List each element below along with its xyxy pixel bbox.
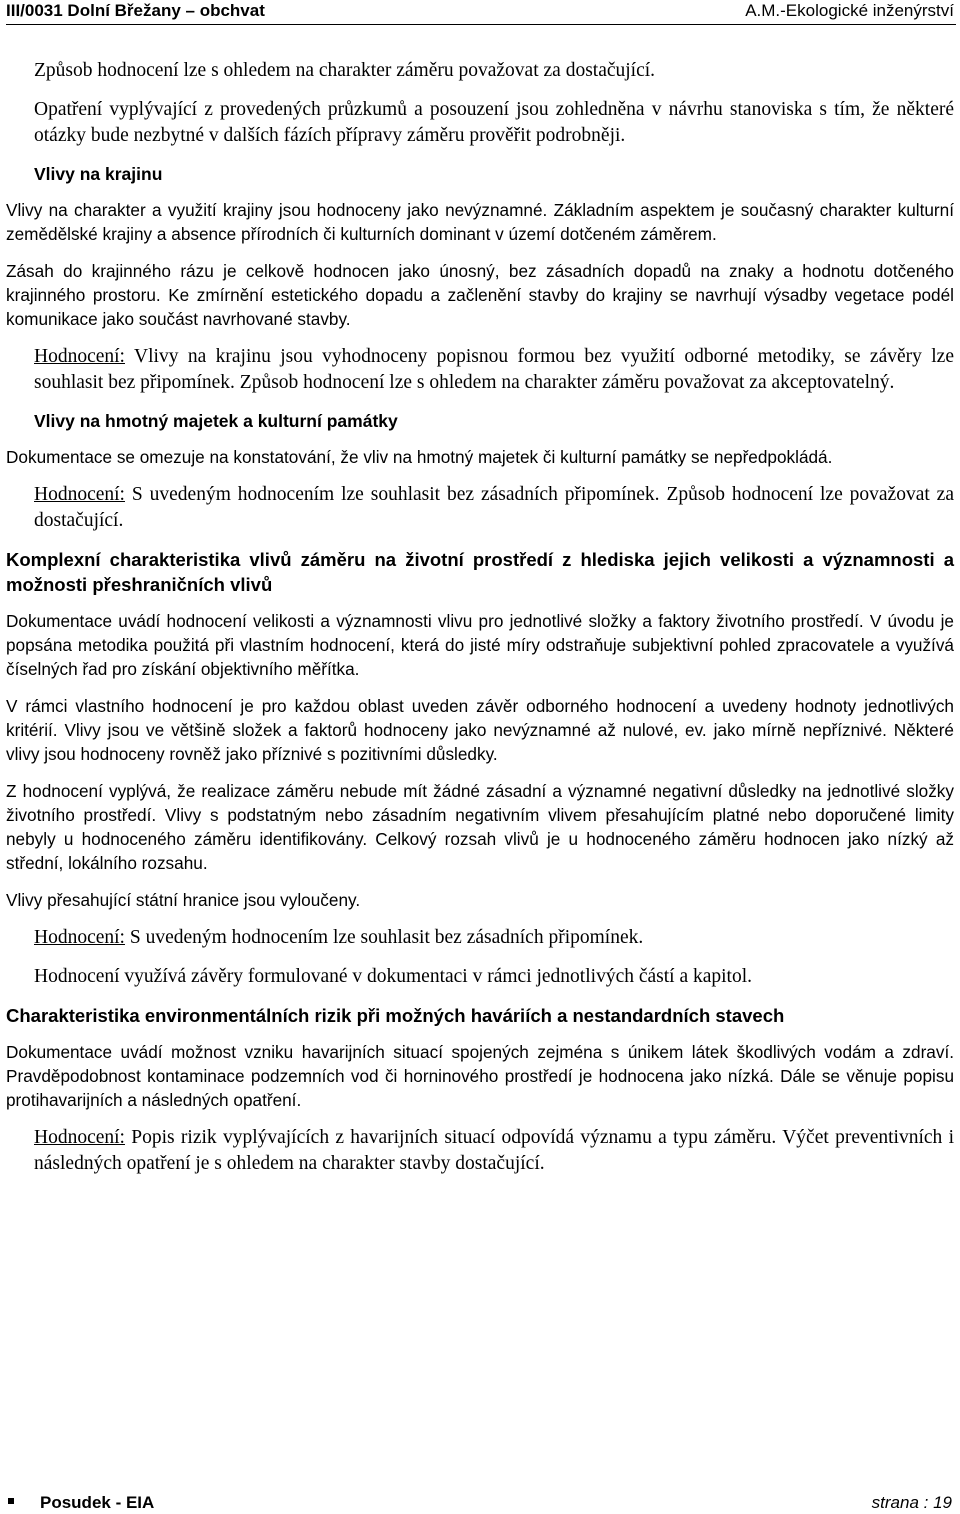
evaluation-label: Hodnocení:	[34, 484, 125, 505]
evaluation-text: S uvedeným hodnocením lze souhlasit bez zásadních připomínek.	[124, 927, 644, 948]
page-header	[6, 0, 956, 25]
evaluation-label: Hodnocení:	[34, 346, 125, 367]
footer-bullet-icon	[8, 1498, 14, 1504]
paragraph-transboundary: Vlivy přesahující státní hranice jsou vyloučeny.	[6, 890, 361, 910]
header-company: A.M.-Ekologické inženýrství	[745, 1, 954, 20]
paragraph-property-evaluation	[34, 482, 954, 534]
paragraph-landscape-evaluation	[34, 344, 954, 396]
paragraph-accident-risks: Dokumentace uvádí možnost vzniku havarijních situací spojených zejména s únikem látek škodlivých vodám a zdraví. Pravděpodobnost kontaminace podzemních vod či horninového prostředí je hodnocena jako nízká. Dále se věnuje popisu protihavarijních a následných opatření.	[6, 1042, 954, 1110]
page-footer	[6, 1492, 954, 1512]
heading-property-monuments: Vlivy na hmotný majetek a kulturní památky	[34, 411, 398, 431]
heading-complex-characteristics: Komplexní charakteristika vlivů záměru na životní prostředí z hlediska jejich velikosti a významnosti a možnosti přeshraničních vlivů	[6, 549, 954, 595]
footer-page-number: strana : 19	[871, 1493, 952, 1512]
heading-landscape: Vlivy na krajinu	[34, 164, 163, 184]
paragraph-magnitude-assessment: Dokumentace uvádí hodnocení velikosti a významnosti vlivu pro jednotlivé složky a faktory životního prostředí. V úvodu je popsána metodika použitá při vlastním hodnocení, která do jisté míry odstraňuje subjektivní pohled zpracovatele a využívá číselných řad pro získání objektivního měřítka.	[6, 611, 954, 679]
header-project-title: III/0031 Dolní Břežany – obchvat	[6, 1, 265, 20]
heading-environmental-risks: Charakteristika environmentálních rizik při možných haváriích a nestandardních stavech	[6, 1005, 785, 1026]
paragraph-landscape-character: Vlivy na charakter a využití krajiny jsou hodnoceny jako nevýznamné. Základním aspektem je současný charakter kulturní zemědělské krajiny a absence přírodních či kulturních dominant v území dotčeném záměrem.	[6, 200, 954, 244]
paragraph-risk-evaluation	[34, 1125, 954, 1177]
evaluation-text: S uvedeným hodnocením lze souhlasit bez zásadních připomínek. Způsob hodnocení lze považovat za dostačující.	[34, 484, 954, 531]
paragraph-method-evaluation: Způsob hodnocení lze s ohledem na charakter záměru považovat za dostačující.	[34, 60, 656, 81]
paragraph-conclusions-used: Hodnocení využívá závěry formulované v dokumentaci v rámci jednotlivých částí a kapitol.	[34, 966, 753, 987]
evaluation-text: Vlivy na krajinu jsou vyhodnoceny popisnou formou bez využití odborné metodiky, se závěry lze souhlasit bez připomínek. Způsob hodnocení lze s ohledem na charakter záměru považovat za akceptovatelný.	[34, 346, 954, 393]
document-body	[6, 58, 954, 1190]
paragraph-property: Dokumentace se omezuje na konstatování, že vliv na hmotný majetek či kulturní památky se nepředpokládá.	[6, 447, 833, 467]
evaluation-text: Popis rizik vyplývajících z havarijních situací odpovídá významu a typu záměru. Výčet preventivních i následných opatření je s ohledem na charakter stavby dostačující.	[34, 1127, 954, 1174]
paragraph-complex-evaluation	[34, 925, 954, 951]
paragraph-assessment-result: Z hodnocení vyplývá, že realizace záměru nebude mít žádné zásadní a významné negativní důsledky na jednotlivé složky životního prostředí. Vlivy s podstatným nebo zásadním negativním vlivem přesahujícím platné nebo doporučené limity nebyly u hodnoceného záměru identifikovány. Celkový rozsah vlivů je u hodnoceného záměru hodnocen jako nízký až střední, lokálního rozsahu.	[6, 781, 954, 873]
paragraph-measures: Opatření vyplývající z provedených průzkumů a posouzení jsou zohledněna v návrhu stanoviska s tím, že některé otázky bude nezbytné v dalších fázích přípravy záměru prověřit podrobněji.	[34, 99, 954, 146]
paragraph-landscape-intervention: Zásah do krajinného rázu je celkově hodnocen jako únosný, bez zásadních dopadů na znaky a hodnotu dotčeného krajinného prostoru. Ke zmírnění estetického dopadu a začlenění stavby do krajiny se navrhují výsadby vegetace podél komunikace jako součást navrhované stavby.	[6, 261, 954, 329]
evaluation-label: Hodnocení:	[34, 1127, 125, 1148]
evaluation-label: Hodnocení:	[34, 927, 125, 948]
paragraph-own-assessment: V rámci vlastního hodnocení je pro každou oblast uveden závěr odborného hodnocení a uvedeny hodnoty jednotlivých kritérií. Vlivy jsou ve většině složek a faktorů hodnoceny jako nevýznamné až nulové, ev. jako mírně nepříznivé. Některé vlivy jsou hodnoceny rovněž jako příznivé s pozitivními důsledky.	[6, 696, 954, 764]
footer-document-name: Posudek - EIA	[40, 1493, 155, 1512]
